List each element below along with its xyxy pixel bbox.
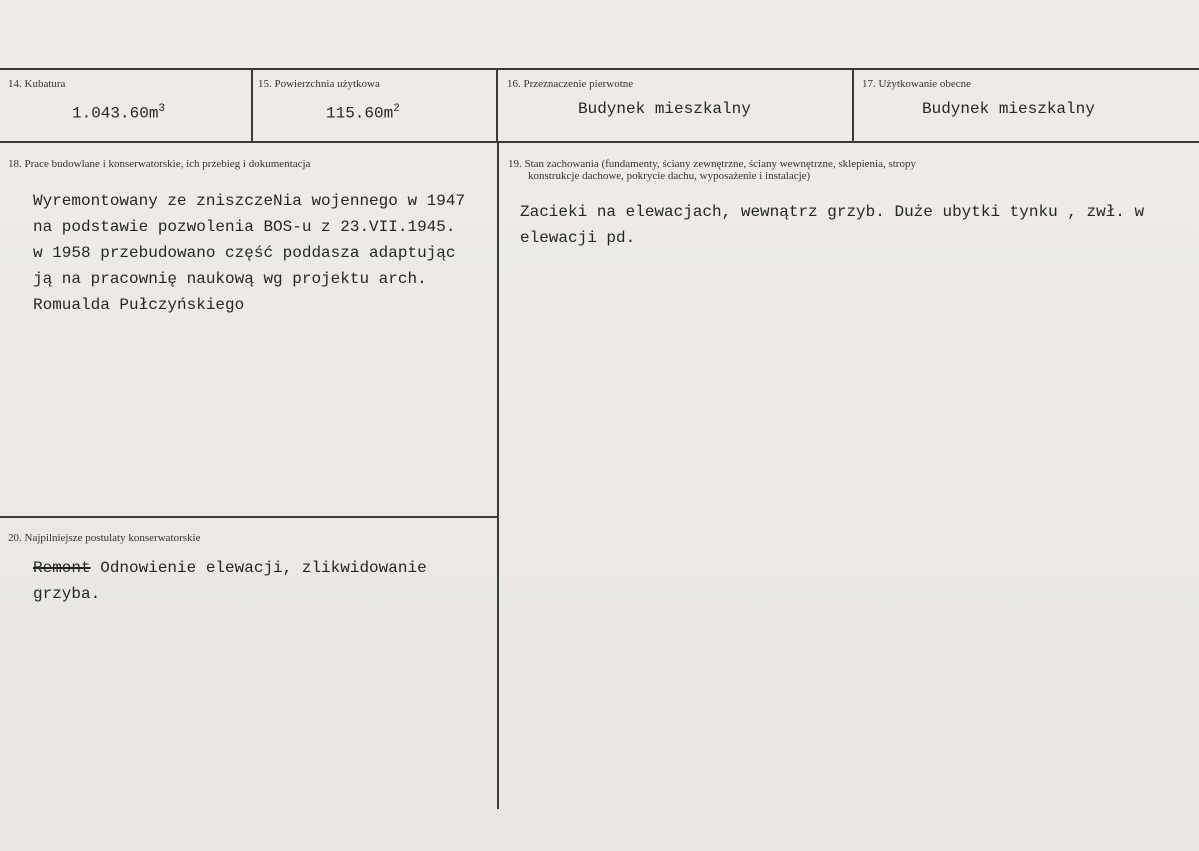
field-18-line: Romualda Pułczyńskiego bbox=[33, 296, 245, 314]
field-17-label: 17. Użytkowanie obecne bbox=[862, 78, 972, 90]
divider-main bbox=[497, 141, 499, 809]
divider-16-17 bbox=[852, 68, 854, 143]
row1-bottom-rule bbox=[0, 141, 1199, 143]
field-19-line: Zacieki na elewacjach, wewnątrz grzyb. Duże ubytki tynku , zwł. w bbox=[520, 203, 1145, 221]
field-15-sup: 2 bbox=[393, 103, 400, 115]
field-19-text bbox=[520, 199, 1144, 251]
field-19-line: elewacji pd. bbox=[520, 229, 636, 247]
field-20-text bbox=[33, 555, 427, 607]
field-14-label: 14. Kubatura bbox=[8, 78, 66, 90]
field-15-value bbox=[326, 96, 400, 126]
field-14-number: 1.043.60m bbox=[72, 104, 159, 123]
field-18-line: Wyremontowany ze zniszczeNia wojennego w 1947 bbox=[33, 192, 466, 210]
field-20-struck-word: Remont bbox=[33, 559, 91, 577]
field-14-sup: 3 bbox=[158, 103, 166, 115]
field-19-label-cont: konstrukcje dachowe, pokrycie dachu, wyposażenie i instalacje) bbox=[528, 170, 811, 182]
rule-18-20 bbox=[0, 516, 499, 518]
field-20-line-1 bbox=[33, 555, 427, 581]
field-20-label: 20. Najpilniejsze postulaty konserwatorskie bbox=[8, 532, 201, 544]
field-17-value: Budynek mieszkalny bbox=[922, 100, 1095, 118]
field-15-number: 115.60m bbox=[326, 104, 394, 123]
field-18-text bbox=[33, 188, 465, 318]
top-rule bbox=[0, 68, 1199, 70]
field-16-label: 16. Przeznaczenie pierwotne bbox=[507, 78, 634, 90]
field-18-label: 18. Prace budowlane i konserwatorskie, ich przebieg i dokumentacja bbox=[8, 158, 311, 170]
field-16-value: Budynek mieszkalny bbox=[578, 100, 751, 118]
field-15-label: 15. Powierzchnia użytkowa bbox=[258, 78, 380, 90]
field-19-label: 19. Stan zachowania (fundamenty, ściany zewnętrzne, ściany wewnętrzne, sklepienia, stropy bbox=[508, 158, 916, 170]
field-18-line: ją na pracownię naukową wg projektu arch. bbox=[33, 270, 427, 288]
field-14-value bbox=[72, 96, 165, 126]
divider-15-16 bbox=[496, 68, 498, 143]
field-18-line: w 1958 przebudowano część poddasza adaptując bbox=[33, 244, 456, 262]
divider-14-15 bbox=[251, 68, 253, 143]
field-20-line-1-rest: Odnowienie elewacji, zlikwidowanie bbox=[90, 559, 427, 577]
field-18-line: na podstawie pozwolenia BOS-u z 23.VII.1945. bbox=[33, 218, 456, 236]
field-20-line-2: grzyba. bbox=[33, 585, 101, 603]
